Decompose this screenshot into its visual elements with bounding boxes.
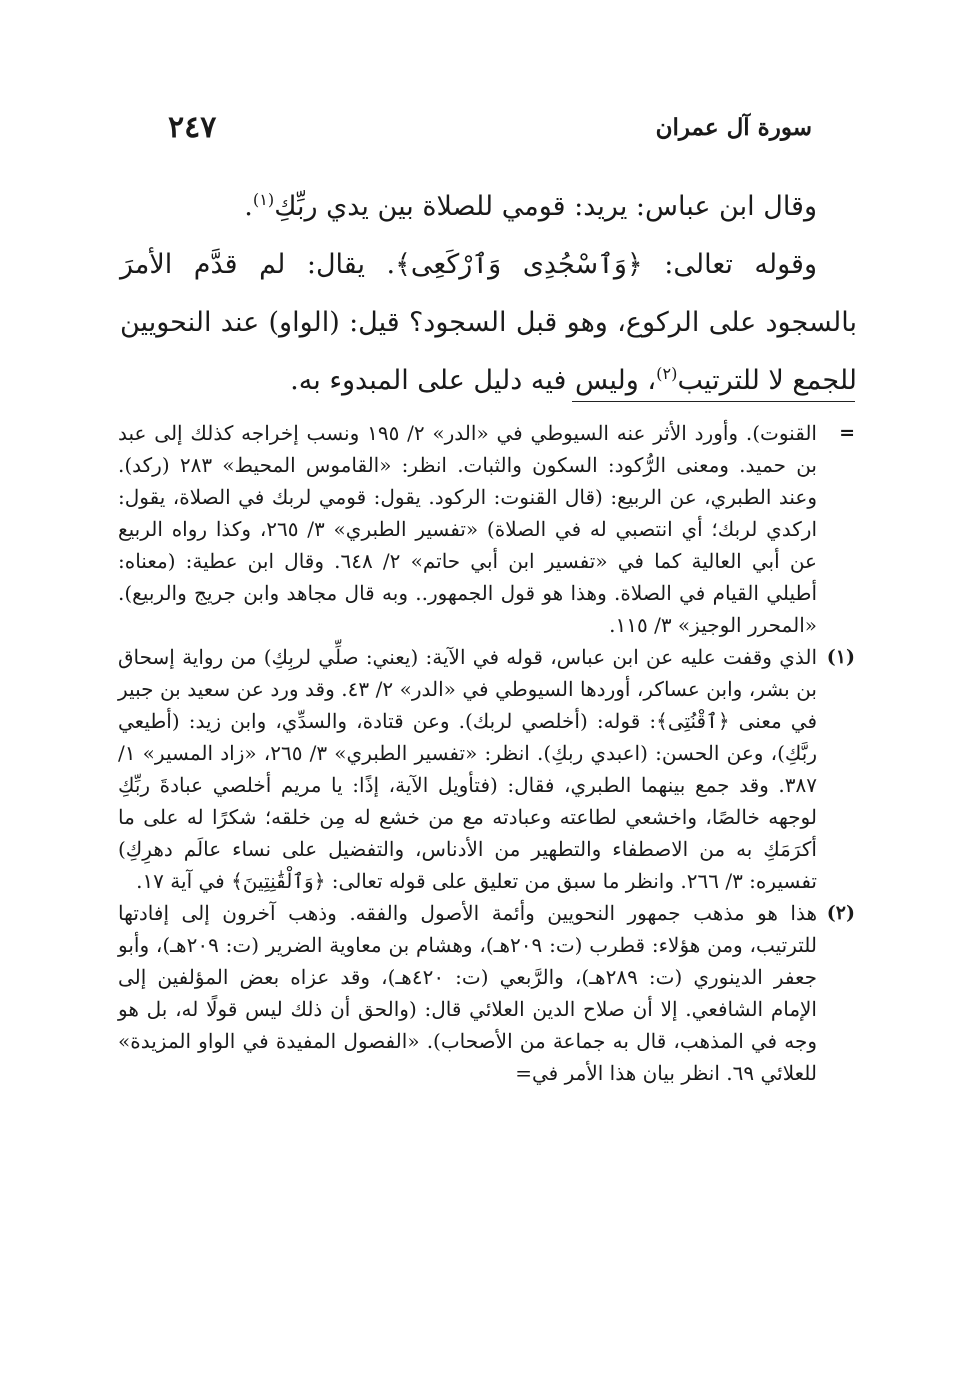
footnote-2-mark: (٢) (826, 902, 855, 924)
main-paragraph-2 (120, 236, 857, 410)
footnote-1-mark: (١) (826, 646, 855, 668)
footnotes (118, 417, 855, 1089)
surah-title: سورة آل عمران (655, 114, 812, 141)
running-head (168, 110, 812, 150)
footnote-ref-2: (٢) (656, 364, 678, 383)
continuation-mark: = (839, 422, 855, 444)
footnote-separator (572, 401, 855, 402)
footnote-continuation (118, 417, 855, 641)
main-paragraph-1-text: وقال ابن عباس: يريد: قومي للصلاة بين يدي ربِّكِ (274, 191, 817, 222)
footnote-1 (118, 641, 855, 897)
footnote-2-text: هذا هو مذهب جمهور النحويين وأئمة الأصول والفقه. وذهب آخرون إلى إفادتها للترتيب، ومن هؤلاء: قطرب (ت: ٢٠٩هـ)، وهشام بن معاوية الضرير (ت: ٢٠٩هـ)، وأبو جعفر الدينوري (ت: ٢٨٩هـ)، والرَّبعي (ت: ٤٢٠هـ)، وقد عزاه بعض المؤلفين إلى الإمام الشافعي. إلا أن صلاح الدين العلائي قال: (والحق أن ذلك ليس قولًا له، بل هو وجه في المذهب، قال به جماعة من الأصحاب). «الفصول المفيدة في الواو المزيدة» للعلائي ٦٩. انظر بيان هذا الأمر في= (118, 901, 818, 1085)
main-paragraph-1-end: . (244, 191, 253, 222)
main-paragraph-2-end: ، وليس فيه دليل على المبدوء به. (290, 365, 657, 396)
main-paragraph-2-text: وقوله تعالى: ﴿وَٱسْجُدِى وَٱرْكَعِى﴾. يقال: لم قدَّم الأمرَ بالسجود على الركوع، وهو قبل السجود؟ قيل: (الواو) عند النحويين للجمع لا للترتيب (120, 249, 857, 396)
main-paragraph-1 (120, 178, 857, 236)
main-text (120, 178, 857, 410)
footnote-continuation-text: القنوت). وأورد الأثر عنه السيوطي في «الدر» ٢/ ١٩٥ ونسب إخراجه كذلك إلى عبد بن حميد. ومعنى الرُّكود: السكون والثبات. انظر: «القاموس المحيط» ٢٨٣ (ركد). وعند الطبري، عن الربيع: (قال القنوت: الركود. يقول: قومي لربك في الصلاة، يقول: اركدي لربك؛ أي انتصبي له في الصلاة) «تفسير الطبري» ٣/ ٢٦٥، وكذا رواه الربيع عن أبي العالية كما في «تفسير ابن أبي حاتم» ٢/ ٦٤٨. وقال ابن عطية: (معناه: أطيلي القيام في الصلاة. وهذا هو قول الجمهور.. وبه قال مجاهد وابن جريج والربيع). «المحرر الوجيز» ٣/ ١١٥. (118, 421, 817, 637)
footnote-2 (118, 897, 855, 1089)
page-number: ٢٤٧ (168, 110, 217, 145)
footnote-ref-1: (١) (252, 190, 275, 209)
footnote-1-text: الذي وقفت عليه عن ابن عباس، قوله في الآية: (يعني: صلِّي لربِكِ) من رواية إسحاق بن بشر، وابن عساكر، أوردها السيوطي في «الدر» ٢/ ٤٣. وقد ورد عن سعيد بن جبير في معنى ﴿ٱقْنُتِى﴾: قوله: (أخلصي لربك). وعن قتادة، والسدِّي، وابن زيد: (أطيعي ربَّكِ)، وعن الحسن: (اعبدي ربكِ). انظر: «تفسير الطبري» ٣/ ٢٦٥، «زاد المسير» ١/ ٣٨٧. وقد جمع بينهما الطبري، فقال: (فتأويل الآية، إذًا: يا مريم أخلصي عبادةَ ربِّكِ لوجهه خالصًا، واخشعي لطاعته وعبادته مع من خشع له مِن خلقه؛ شكرًا له على ما أكرَمَكِ به من الاصطفاء والتطهير من الأدناس، والتفضيل على نساء عالَم دهرِكِ) تفسيره: ٣/ ٢٦٦. وانظر ما سبق من تعليق على قوله تعالى: ﴿وَٱلْقَٰنِتِينَ﴾ في آية ١٧. (118, 645, 818, 893)
